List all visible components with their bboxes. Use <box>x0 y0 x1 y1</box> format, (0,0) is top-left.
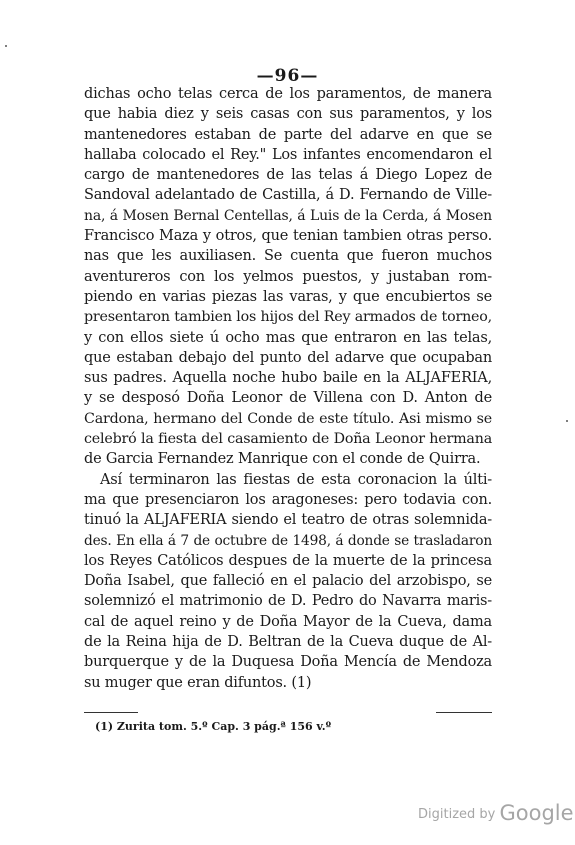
watermark-brand: Google <box>499 801 574 825</box>
paragraph <box>84 84 492 470</box>
text-line: cal de aquel reino y de Doña Mayor de la Cueva, dama <box>84 613 492 630</box>
text-line: su muger que eran difuntos. (1) <box>84 674 312 691</box>
text-line: celebró la fiesta del casamiento de Doña Leonor hermana <box>84 431 492 448</box>
text-line: sus padres. Aquella noche hubo baile en la ALJAFERIA, <box>84 370 492 387</box>
text-line: dichas ocho telas cerca de los paramentos, de manera <box>84 86 492 102</box>
text-line: Francisco Maza y otros, que tenian tambien otras perso. <box>84 228 492 245</box>
text-line: hallaba colocado el Rey." Los infantes encomendaron el <box>84 146 492 163</box>
footnote-rule <box>84 712 138 713</box>
text-line: que habia diez y seis casas con sus paramentos, y los <box>84 106 492 123</box>
margin-speck <box>566 420 568 422</box>
text-line: des. En ella á 7 de octubre de 1498, á donde se trasladaron <box>84 532 492 549</box>
margin-speck <box>5 45 7 47</box>
text-line: piendo en varias piezas las varas, y que encubiertos se <box>84 288 492 305</box>
text-line: tinuó la ALJAFERIA siendo el teatro de otras solemnida- <box>84 512 492 529</box>
text-line: solemnizó el matrimonio de D. Pedro do Navarra maris- <box>84 593 492 610</box>
text-line: y se desposó Doña Leonor de Villena con D. Anton de <box>84 390 492 407</box>
paragraphs <box>84 84 492 693</box>
footnote: (1) Zurita tom. 5.º Cap. 3 pág.ª 156 v.º <box>95 720 332 733</box>
body-text <box>84 84 492 693</box>
text-line: Así terminaron las fiestas de esta coronacion la últi- <box>100 471 492 488</box>
text-line: Doña Isabel, que falleció en el palacio del arzobispo, se <box>84 573 492 590</box>
text-line: mantenedores estaban de parte del adarve en que se <box>84 126 492 143</box>
end-rule <box>436 712 492 713</box>
text-line: na, á Mosen Bernal Centellas, á Luis de la Cerda, á Mosen <box>84 207 492 224</box>
text-line: que estaban debajo del punto del adarve que ocupaban <box>84 349 492 366</box>
text-line: burquerque y de la Duquesa Doña Mencía de Mendoza <box>84 654 492 671</box>
text-line: Sandoval adelantado de Castilla, á D. Fernando de Ville- <box>84 187 492 204</box>
text-line: presentaron tambien los hijos del Rey armados de torneo, <box>84 309 492 326</box>
paragraph <box>84 470 492 693</box>
text-line: aventureros con los yelmos puestos, y justaban rom- <box>84 268 492 285</box>
text-line: los Reyes Católicos despues de la muerte de la princesa <box>84 552 492 569</box>
watermark <box>418 801 574 825</box>
text-line: de Garcia Fernandez Manrique con el conde de Quirra. <box>84 451 481 468</box>
text-line: Cardona, hermano del Conde de este título. Asi mismo se <box>84 410 492 427</box>
watermark-prefix: Digitized by <box>418 807 496 822</box>
text-line: y con ellos siete ú ocho mas que entraron en las telas, <box>84 329 492 346</box>
text-line: cargo de mantenedores de las telas á Diego Lopez de <box>84 167 492 184</box>
text-line: nas que les auxiliasen. Se cuenta que fueron muchos <box>84 248 492 265</box>
text-line: ma que presenciaron los aragoneses: pero todavia con. <box>84 491 492 508</box>
page-number: —96— <box>256 66 319 86</box>
text-line: de la Reina hija de D. Beltran de la Cueva duque de Al- <box>84 634 492 651</box>
